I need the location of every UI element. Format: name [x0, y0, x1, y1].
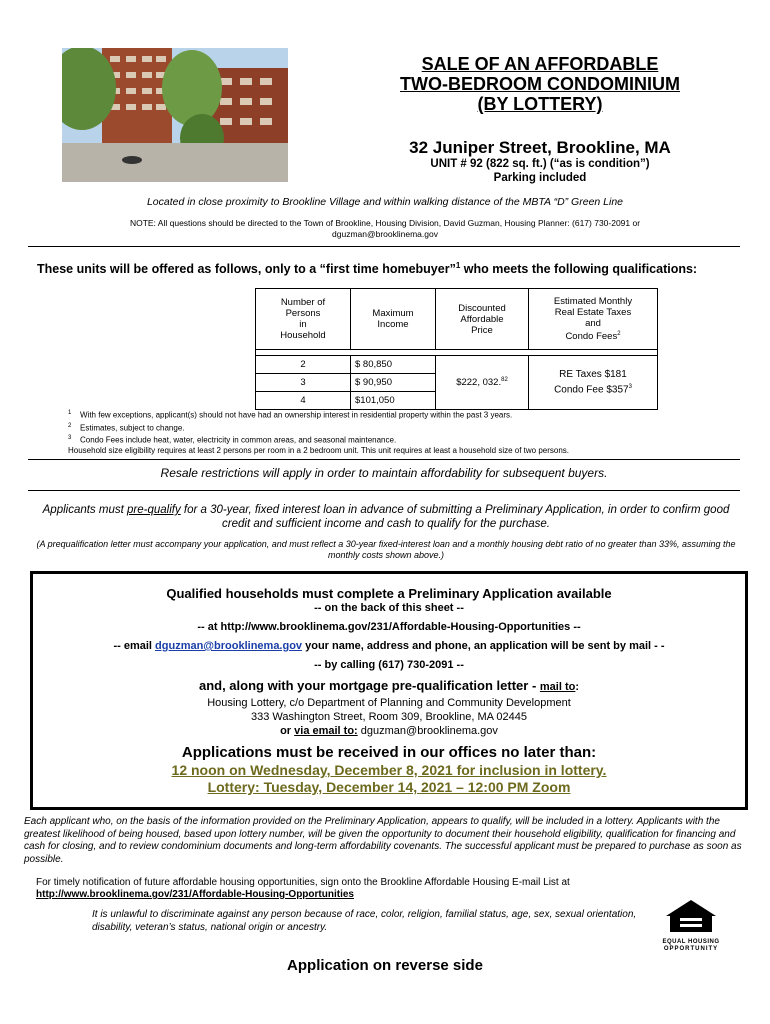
mail-dash: - [528, 678, 540, 693]
contact-note [60, 218, 710, 240]
condo-value: Condo Fee $357 [554, 384, 629, 396]
divider [28, 246, 740, 247]
resale-restrictions: Resale restrictions will apply in order to maintain affordability for subsequent buyers. [160, 466, 608, 480]
income-cell: $ 90,950 [351, 374, 436, 392]
footnote-number: 3 [68, 435, 72, 442]
via-email-address[interactable]: dguzman@brooklinema.gov [357, 725, 498, 737]
prequal-letter-note: (A prequalification letter must accompany your application, and must reflect a 30-year fixed-interest loan and a monthly housing debt ratio of no greater than 33%, assuming the monthly costs shown above.) [36, 539, 736, 560]
condo-sup: 3 [628, 383, 632, 390]
website-line: -- at http://www.brooklinema.gov/231/Affordable-Housing-Opportunities -- [197, 621, 581, 633]
page-title [330, 54, 750, 114]
header-persons-l2: Persons [285, 308, 321, 319]
note-line-1: NOTE: All questions should be directed to the Town of Brookline, Housing Division, David Guzman, Housing Planner: (617) 730-2091 or [129, 218, 641, 228]
footnote-number: 2 [68, 422, 72, 429]
header-taxes-l3: and [585, 317, 601, 329]
title-line-2: TWO-BEDROOM CONDOMINIUM [400, 74, 680, 94]
header-taxes-sup: 2 [617, 330, 621, 337]
header-income-l2: Income [377, 319, 409, 330]
header-persons [256, 289, 351, 350]
header-taxes-l4 [533, 329, 653, 342]
mail-address-2: 333 Washington Street, Room 309, Brookline, MA 02445 [251, 711, 527, 723]
offered-footnote-mark: 1 [455, 261, 461, 270]
notify-link[interactable]: http://www.brooklinema.gov/231/Affordable-Housing-Opportunities [36, 889, 354, 900]
eho-line-2: OPPORTUNITY [663, 946, 719, 952]
footnote-number: 1 [68, 410, 72, 416]
qualification-table [255, 288, 658, 410]
taxes-value: RE Taxes $181 [559, 368, 627, 380]
income-cell: $ 80,850 [351, 356, 436, 374]
footnote-item [68, 421, 728, 434]
mail-to: mail to [539, 681, 576, 693]
divider [28, 459, 740, 460]
prequal-underlined: pre-qualify [127, 504, 181, 516]
mortgage-letter-line [33, 678, 745, 693]
footnote-text: Estimates, subject to change. [80, 423, 185, 433]
offered-statement [37, 259, 747, 276]
footnotes [68, 408, 728, 446]
via-email-line [33, 725, 745, 737]
deadline-heading: Applications must be received in our offices no later than: [181, 744, 597, 761]
application-box [30, 571, 748, 810]
box-heading: Qualified households must complete a Preliminary Application available [166, 586, 612, 601]
location-text: Located in close proximity to Brookline Village and within walking distance of the MBTA “D” Green Line [146, 196, 624, 208]
price-sup: 82 [501, 376, 508, 383]
unit-line: UNIT # 92 (822 sq. ft.) (“as is condition”) [430, 158, 650, 170]
footnote-item [68, 408, 728, 421]
notification-text [36, 877, 736, 901]
lottery-description: Each applicant who, on the basis of the information provided on the Preliminary Application, appears to qualify, will be included in a lottery. Applicants with the greatest likelihood of being housed, based upon lottery number, will be given the opportunity to document their household eligibility, qualification for financing and cash for closing, and to review condominium documents and long-term affordability covenants. The successful applicant must be prepared to purchase as soon as possible. [24, 816, 742, 865]
deadline-date: 12 noon on Wednesday, December 8, 2021 for inclusion in lottery. [171, 762, 607, 778]
header-persons-l4: Household [280, 330, 326, 341]
header-persons-l3: in [299, 319, 307, 330]
header-income [351, 289, 436, 350]
lottery-date: Lottery: Tuesday, December 14, 2021 – 12:00 PM Zoom [207, 779, 571, 795]
price-value: $222, 032. [456, 377, 502, 389]
along-text: and, along with your mortgage pre-qualification letter [198, 678, 529, 693]
title-line-3: (BY LOTTERY) [477, 94, 603, 114]
reverse-side-note: Application on reverse side [287, 957, 483, 974]
table-row [256, 356, 658, 374]
income-cell: $101,050 [351, 392, 436, 410]
eho-line-1: EQUAL HOUSING [662, 939, 720, 945]
price-cell [436, 356, 529, 410]
header-persons-l1: Number of [280, 297, 326, 308]
header-income-l1: Maximum [372, 308, 414, 319]
divider [28, 490, 740, 491]
email-prefix: -- email [113, 640, 156, 652]
mail-colon: : [575, 681, 580, 693]
building-photo [62, 48, 288, 182]
header-taxes-l4-text: Condo Fees [565, 331, 618, 343]
note-line-2: dguzman@brooklinema.gov [332, 229, 438, 239]
persons-cell: 2 [256, 356, 351, 374]
non-discrimination-text: It is unlawful to discriminate against any person because of race, color, religion, familial status, age, sex, sexual orientation, disability, veteran’s status, national origin or ancestry. [92, 909, 637, 933]
footnote-text: Condo Fees include heat, water, electricity in common areas, and seasonal maintenance. [80, 435, 397, 445]
condo-fee-line [533, 381, 653, 396]
mail-address-1: Housing Lottery, c/o Department of Planning and Community Development [207, 697, 571, 709]
or-text: or [280, 725, 295, 737]
header-price-l3: Price [471, 324, 493, 336]
household-note: Household size eligibility requires at least 2 persons per room in a 2 bedroom unit. This unit requires at least a household size of two persons. [68, 446, 570, 455]
taxes-cell [529, 356, 658, 410]
unit-info [330, 157, 750, 185]
parking-line: Parking included [493, 172, 587, 184]
persons-cell: 4 [256, 392, 351, 410]
offered-text: These units will be offered as follows, only to a “first time homebuyer” [37, 262, 456, 277]
back-of-sheet: -- on the back of this sheet -- [314, 602, 464, 614]
header-taxes-l2: Real Estate Taxes [554, 306, 632, 318]
footnote-item [68, 433, 728, 446]
title-line-1: SALE OF AN AFFORDABLE [421, 54, 659, 74]
offered-text-2: who meets the following qualifications: [460, 262, 698, 277]
footnote-text: With few exceptions, applicant(s) should not have had an ownership interest in residential property within the past 3 years. [80, 410, 513, 420]
prequal-text-b: for a 30-year, fixed interest loan in advance of submitting a Preliminary Application, in order to confirm good credit and sufficient income and cash to qualify for the purchase. [180, 504, 730, 530]
persons-cell: 3 [256, 374, 351, 392]
notify-line: For timely notification of future affordable housing opportunities, sign onto the Brookline Affordable Housing E-mail List at [36, 877, 570, 888]
prequal-text-a: Applicants must [42, 504, 127, 516]
email-suffix: your name, address and phone, an application will be sent by mail - - [302, 640, 665, 652]
header-taxes [529, 289, 658, 350]
email-link[interactable]: dguzman@brooklinema.gov [155, 640, 303, 652]
prequalify-text [30, 503, 742, 531]
call-line: -- by calling (617) 730-2091 -- [314, 659, 464, 671]
header-taxes-l1: Estimated Monthly [553, 295, 633, 307]
table-header-row [256, 289, 658, 350]
equal-housing-icon [656, 898, 726, 950]
header-price-l2: Affordable [460, 313, 504, 325]
header-price-l1: Discounted [458, 302, 506, 314]
house-logo-icon [656, 898, 726, 934]
header-price [436, 289, 529, 350]
property-address: 32 Juniper Street, Brookline, MA [409, 138, 671, 157]
via-email-label: via email to: [294, 725, 358, 737]
email-line [33, 640, 745, 652]
